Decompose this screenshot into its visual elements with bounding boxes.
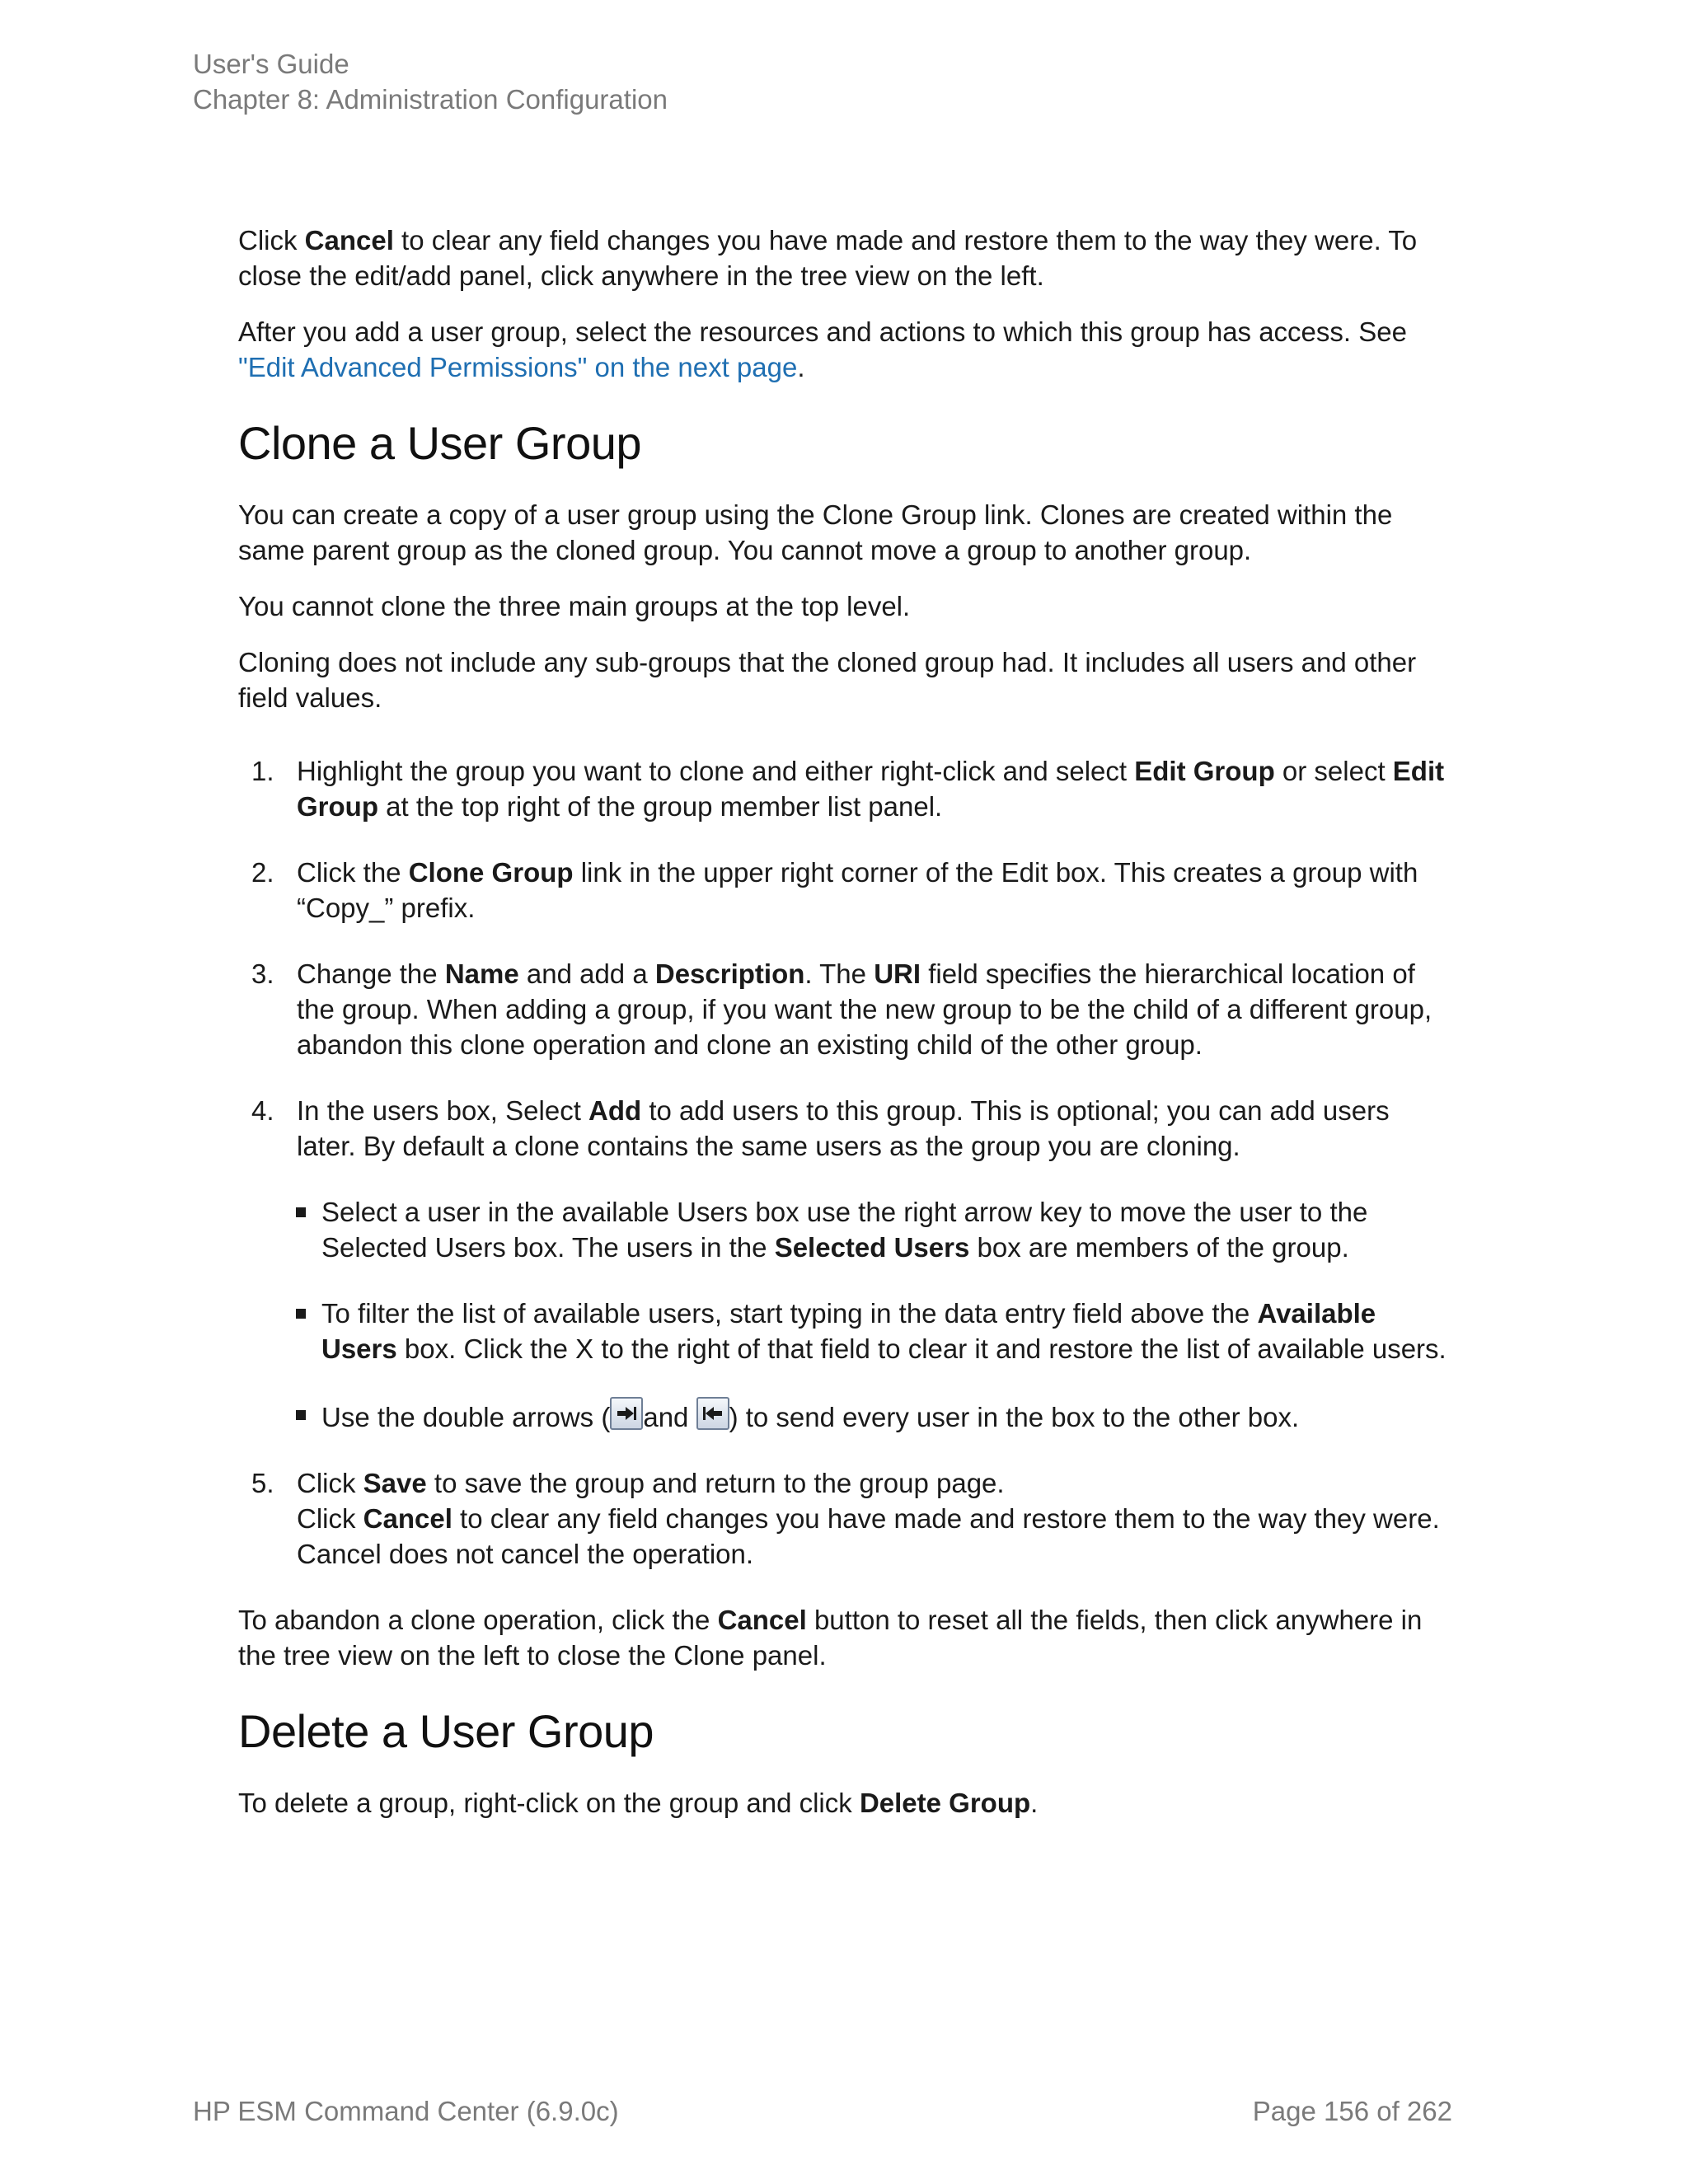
- text: In the users box, Select: [297, 1095, 589, 1126]
- bullet-square-icon: [296, 1207, 306, 1217]
- clone-paragraph-2: You cannot clone the three main groups at the top level.: [238, 591, 911, 621]
- bold-term: Selected Users: [774, 1232, 970, 1263]
- text: Highlight the group you want to clone and either right-click and select: [297, 756, 1135, 786]
- intro-paragraph-permissions: [238, 314, 1454, 385]
- edit-advanced-permissions-link[interactable]: "Edit Advanced Permissions" on the next page: [238, 352, 798, 382]
- text: After you add a user group, select the resources and actions to which this group has access. See: [238, 316, 1407, 347]
- text: To abandon a clone operation, click the: [238, 1605, 718, 1635]
- step-number: 4.: [251, 1095, 274, 1126]
- text: .: [1030, 1788, 1039, 1818]
- clone-section-heading: Clone a User Group: [238, 417, 642, 469]
- text: to clear any field changes you have made and restore them to the way they were. To close the edit/add panel, click anywhere in the tree view on the left.: [238, 225, 1418, 291]
- text: and: [643, 1402, 696, 1432]
- delete-section-heading: Delete a User Group: [238, 1705, 654, 1757]
- text: Select a user in the available Users box use the right arrow key to move the user to the Selected Users box. The users in the: [321, 1197, 1368, 1263]
- abandon-clone-paragraph: [238, 1602, 1454, 1673]
- text: . The: [804, 958, 874, 989]
- bold-term: Cancel: [717, 1605, 807, 1635]
- running-header: [193, 46, 668, 117]
- text: Click: [297, 1503, 363, 1534]
- delete-paragraph: [238, 1785, 1454, 1821]
- text: To filter the list of available users, start typing in the data entry field above the: [321, 1298, 1258, 1329]
- text: to save the group and return to the group page.: [426, 1468, 1005, 1498]
- bullet-square-icon: [296, 1410, 306, 1420]
- list-item: [297, 1296, 1454, 1366]
- text: button to reset all the fields, then click anywhere in the tree view on the left to close the Clone panel.: [238, 1605, 1423, 1671]
- step-number: 5.: [251, 1468, 274, 1498]
- text: Click: [297, 1468, 363, 1498]
- clone-paragraph-3: Cloning does not include any sub-groups that the cloned group had. It includes all users and other field values.: [238, 647, 1417, 713]
- footer-page-number: Page 156 of 262: [1252, 2096, 1452, 2126]
- text: ) to send every user in the box to the other box.: [729, 1402, 1300, 1432]
- bold-term: Add: [588, 1095, 642, 1126]
- text: field specifies the hierarchical location of the group. When adding a group, if you want the new group to be the child of a different group, abandon this clone operation and clone an existing child of the other group.: [297, 958, 1432, 1060]
- text: Click: [238, 225, 305, 255]
- text: Click the: [297, 857, 409, 888]
- page-content: [238, 223, 1454, 1841]
- list-item: [238, 855, 1454, 926]
- text: box are members of the group.: [969, 1232, 1349, 1263]
- bold-term: Save: [363, 1468, 427, 1498]
- step-4-bullets: [297, 1194, 1454, 1435]
- bullet-square-icon: [296, 1309, 306, 1319]
- bold-term: Name: [444, 958, 519, 989]
- bold-term: Cancel: [363, 1503, 452, 1534]
- bold-term: Cancel: [304, 225, 394, 255]
- clone-paragraph-1: You can create a copy of a user group using the Clone Group link. Clones are created within the same parent group as the cloned group. You cannot move a group to another group.: [238, 499, 1393, 565]
- text: To delete a group, right-click on the group and click: [238, 1788, 860, 1818]
- bold-term: Available Users: [321, 1298, 1376, 1364]
- bold-term: Clone Group: [408, 857, 574, 888]
- text: box. Click the X to the right of that field to clear it and restore the list of available users.: [396, 1333, 1447, 1364]
- bold-term: Description: [654, 958, 805, 989]
- list-item: [297, 1194, 1454, 1265]
- text: to add users to this group. This is optional; you can add users later. By default a clone contains the same users as the group you are cloning.: [297, 1095, 1390, 1161]
- text: and add a: [518, 958, 655, 989]
- text: link in the upper right corner of the Edit box. This creates a group with “Copy_” prefix.: [297, 857, 1418, 923]
- intro-paragraph-cancel: [238, 223, 1454, 293]
- text: Use the double arrows (: [321, 1402, 611, 1432]
- bold-term: Edit Group: [297, 756, 1445, 822]
- step-number: 1.: [251, 756, 274, 786]
- footer-product: HP ESM Command Center (6.9.0c): [193, 2096, 619, 2126]
- text: .: [797, 352, 805, 382]
- chapter-title: Chapter 8: Administration Configuration: [193, 84, 668, 115]
- step-number: 2.: [251, 857, 274, 888]
- bold-term: URI: [874, 958, 921, 989]
- list-item: [238, 1465, 1454, 1572]
- double-arrow-right-icon: [610, 1397, 643, 1430]
- list-item: [238, 956, 1454, 1062]
- text: Change the: [297, 958, 445, 989]
- guide-title: User's Guide: [193, 49, 349, 79]
- list-item: [238, 1093, 1454, 1435]
- bold-term: Delete Group: [859, 1788, 1031, 1818]
- text: at the top right of the group member list panel.: [377, 791, 943, 822]
- bold-term: Edit Group: [1134, 756, 1275, 786]
- step-number: 3.: [251, 958, 274, 989]
- text: or select: [1274, 756, 1393, 786]
- list-item: [238, 753, 1454, 824]
- list-item: [297, 1397, 1454, 1435]
- text: to clear any field changes you have made and restore them to the way they were. Cancel does not cancel the operation.: [297, 1503, 1440, 1569]
- double-arrow-left-icon: [696, 1397, 729, 1430]
- clone-steps-list: [238, 753, 1454, 1572]
